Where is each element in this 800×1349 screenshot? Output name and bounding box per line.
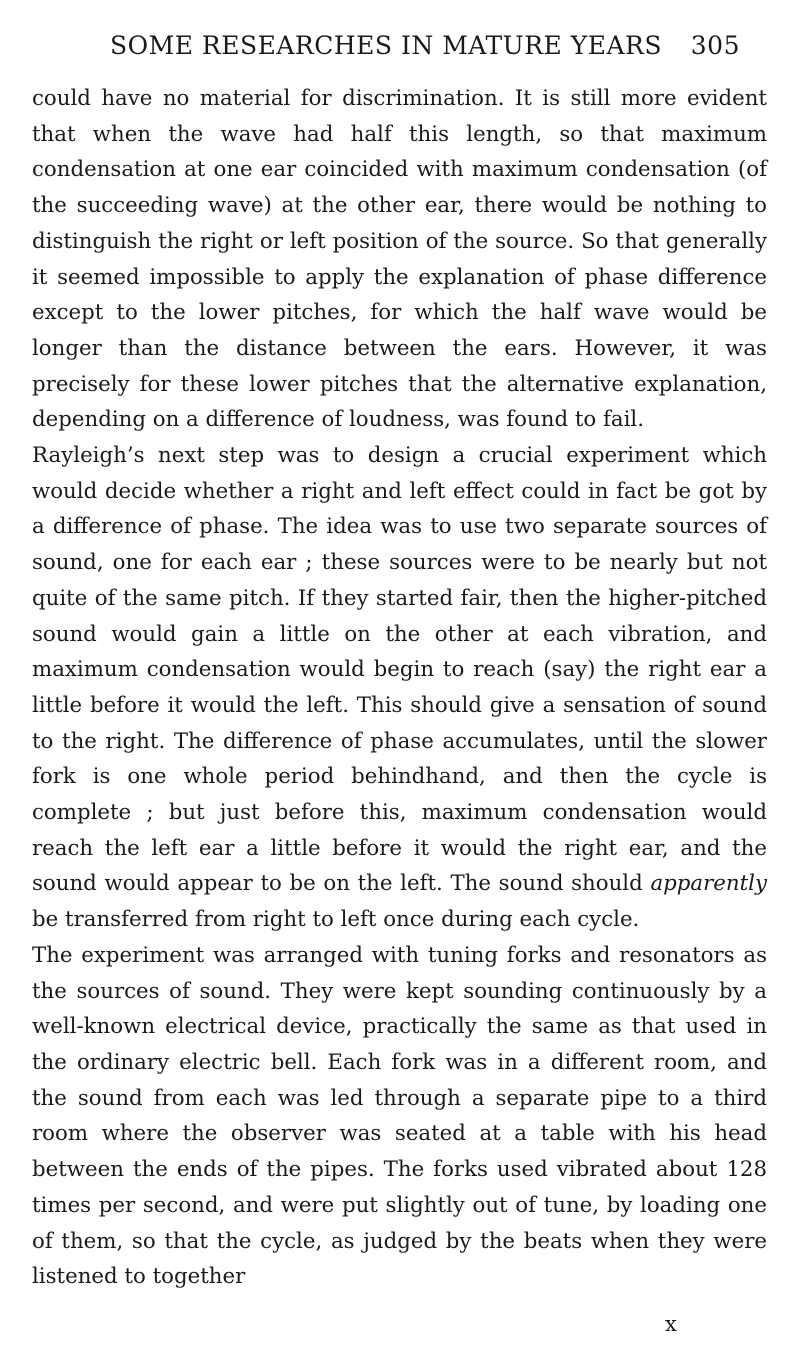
signature-mark: x xyxy=(665,1312,677,1336)
body-text xyxy=(32,81,767,1295)
paragraph-3: The experiment was arranged with tuning forks and resonators as the sources of sound. They were kept sounding continuously by a well-known electrical device, practically the same as that used in the ordinary electric bell. Each fork was in a different room, and the sound from each was led through a separate pipe to a third room where the observer was seated at a table with his head between the ends of the pipes. The forks used vibrated about 128 times per second, and were put slightly out of tune, by loading one of them, so that the cycle, as judged by the beats when they were listened to together xyxy=(32,942,767,1290)
emphasis-apparently: apparently xyxy=(650,871,767,897)
running-title: SOME RESEARCHES IN MATURE YEARS xyxy=(110,31,662,60)
running-head xyxy=(110,30,740,62)
page-number: 305 xyxy=(690,31,740,60)
paragraph-2-tail: be transferred from right to left once during each cycle. xyxy=(32,907,640,933)
paragraph-1: could have no material for discrimination. It is still more evident that when the wave had half this length, so that maximum condensation at one ear coincided with maximum condensation (of the succeeding wave) at the other ear, there would be nothing to distinguish the right or left position of the source. So that generally it seemed impossible to apply the explanation of phase difference except to the lower pitches, for which the half wave would be longer than the distance between the ears. However, it was precisely for these lower pitches that the alternative explanation, depending on a difference of loudness, was found to fail. xyxy=(32,86,767,433)
paragraph-2-text: Rayleigh’s next step was to design a crucial experiment which would decide whether a right and left effect could in fact be got by a difference of phase. The idea was to use two separate sources of sound, one for each ear ; these sources were to be nearly but not quite of the same pitch. If they started fair, then the higher-pitched sound would gain a little on the other at each vibration, and maximum condensation would begin to reach (say) the right ear a little before it would the left. This should give a sensation of sound to the right. The difference of phase accumulates, until the slower fork is one whole period behindhand, and then the cycle is complete ; but just before this, maximum condensation would reach the left ear a little before it would the right ear, and the sound would appear to be on the left. The sound should xyxy=(32,443,767,897)
paragraph-2 xyxy=(32,438,767,938)
